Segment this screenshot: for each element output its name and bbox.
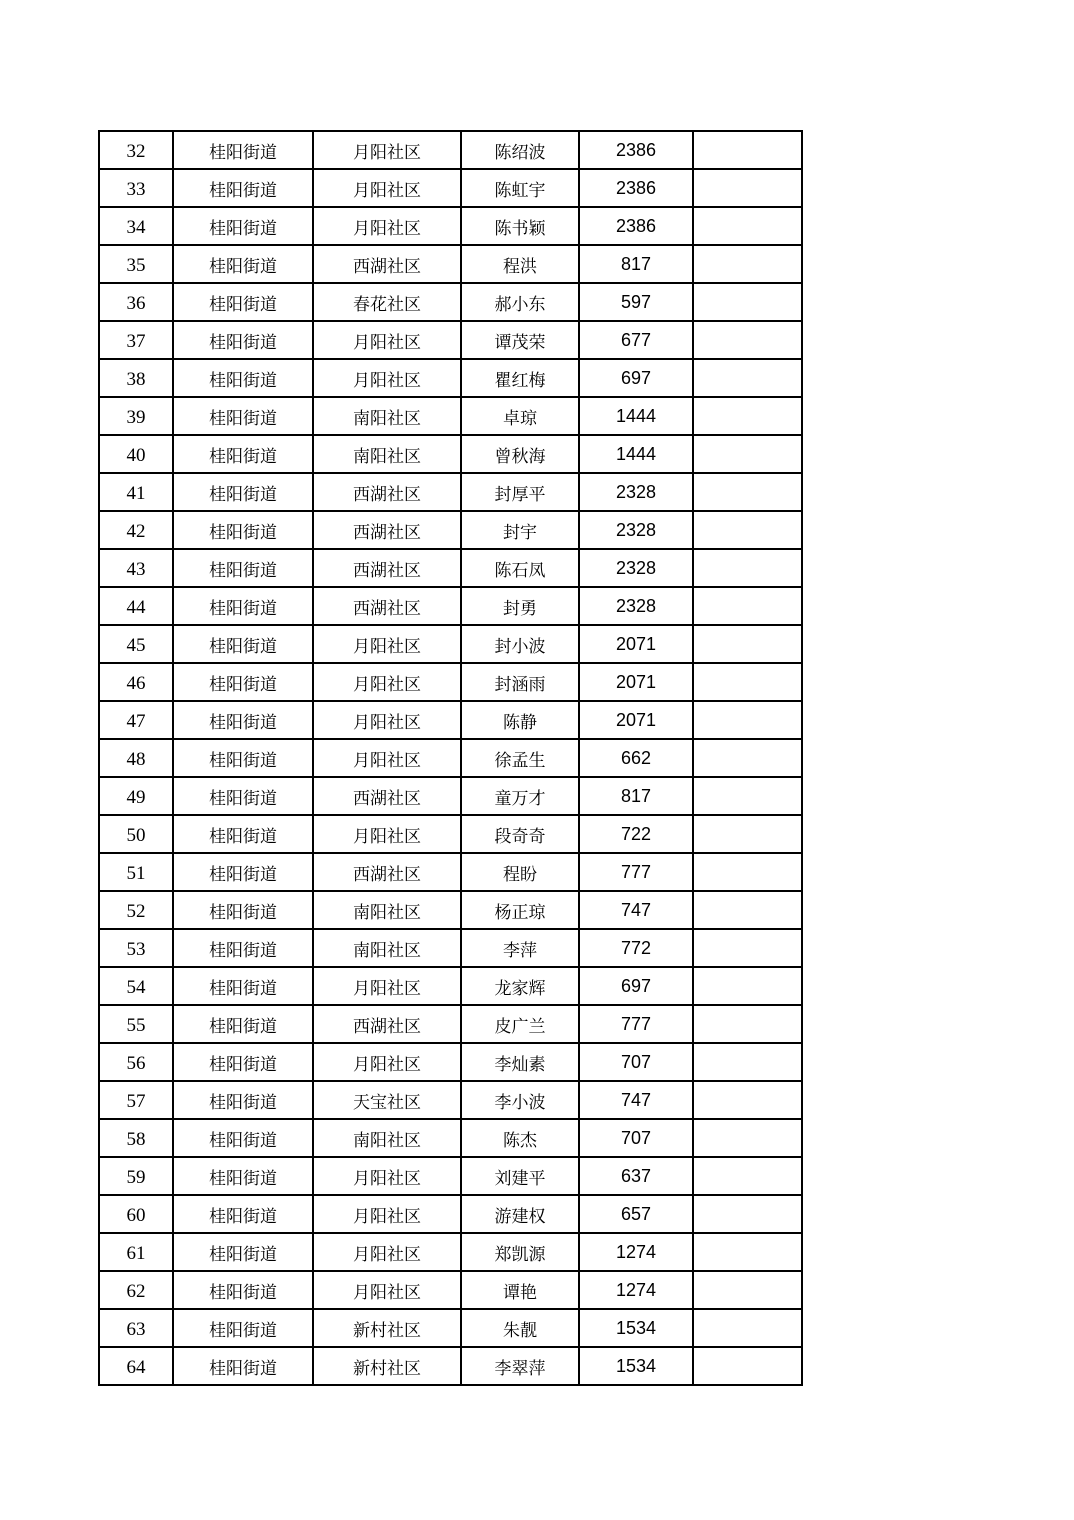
table-row (99, 1271, 802, 1309)
person-name-cell: 皮广兰 (461, 1005, 579, 1043)
community-cell: 月阳社区 (313, 1157, 461, 1195)
row-number-cell: 40 (99, 435, 173, 473)
table-row (99, 1195, 802, 1233)
table-row (99, 739, 802, 777)
note-cell (693, 625, 802, 663)
street-cell: 桂阳街道 (173, 625, 313, 663)
table-row (99, 853, 802, 891)
table-row (99, 1157, 802, 1195)
amount-cell: 637 (579, 1157, 693, 1195)
community-cell: 新村社区 (313, 1309, 461, 1347)
table-row (99, 967, 802, 1005)
person-name-cell: 杨正琼 (461, 891, 579, 929)
street-cell: 桂阳街道 (173, 321, 313, 359)
note-cell (693, 1081, 802, 1119)
row-number-cell: 49 (99, 777, 173, 815)
street-cell: 桂阳街道 (173, 929, 313, 967)
community-cell: 南阳社区 (313, 891, 461, 929)
table-row (99, 929, 802, 967)
row-number-cell: 57 (99, 1081, 173, 1119)
table-row (99, 321, 802, 359)
person-name-cell: 郝小东 (461, 283, 579, 321)
street-cell: 桂阳街道 (173, 701, 313, 739)
community-cell: 南阳社区 (313, 435, 461, 473)
street-cell: 桂阳街道 (173, 853, 313, 891)
note-cell (693, 1043, 802, 1081)
person-name-cell: 陈石凤 (461, 549, 579, 587)
amount-cell: 2071 (579, 701, 693, 739)
person-name-cell: 卓琼 (461, 397, 579, 435)
row-number-cell: 54 (99, 967, 173, 1005)
row-number-cell: 58 (99, 1119, 173, 1157)
person-name-cell: 程洪 (461, 245, 579, 283)
community-cell: 西湖社区 (313, 853, 461, 891)
amount-cell: 662 (579, 739, 693, 777)
row-number-cell: 37 (99, 321, 173, 359)
table-row (99, 1005, 802, 1043)
row-number-cell: 56 (99, 1043, 173, 1081)
amount-cell: 2386 (579, 169, 693, 207)
note-cell (693, 1271, 802, 1309)
table-row (99, 283, 802, 321)
note-cell (693, 967, 802, 1005)
community-cell: 南阳社区 (313, 1119, 461, 1157)
row-number-cell: 41 (99, 473, 173, 511)
note-cell (693, 511, 802, 549)
amount-cell: 707 (579, 1119, 693, 1157)
table-row (99, 587, 802, 625)
person-name-cell: 龙家辉 (461, 967, 579, 1005)
street-cell: 桂阳街道 (173, 207, 313, 245)
community-cell: 西湖社区 (313, 245, 461, 283)
note-cell (693, 169, 802, 207)
community-cell: 新村社区 (313, 1347, 461, 1385)
table-row (99, 1119, 802, 1157)
amount-cell: 677 (579, 321, 693, 359)
street-cell: 桂阳街道 (173, 587, 313, 625)
note-cell (693, 435, 802, 473)
community-cell: 南阳社区 (313, 929, 461, 967)
table-row (99, 1081, 802, 1119)
community-cell: 西湖社区 (313, 511, 461, 549)
person-name-cell: 封宇 (461, 511, 579, 549)
street-cell: 桂阳街道 (173, 1195, 313, 1233)
row-number-cell: 63 (99, 1309, 173, 1347)
community-cell: 南阳社区 (313, 397, 461, 435)
amount-cell: 697 (579, 967, 693, 1005)
amount-cell: 747 (579, 891, 693, 929)
row-number-cell: 55 (99, 1005, 173, 1043)
person-name-cell: 童万才 (461, 777, 579, 815)
note-cell (693, 1195, 802, 1233)
person-name-cell: 陈杰 (461, 1119, 579, 1157)
row-number-cell: 36 (99, 283, 173, 321)
person-name-cell: 陈虹宇 (461, 169, 579, 207)
row-number-cell: 52 (99, 891, 173, 929)
amount-cell: 2328 (579, 473, 693, 511)
note-cell (693, 663, 802, 701)
row-number-cell: 42 (99, 511, 173, 549)
row-number-cell: 33 (99, 169, 173, 207)
note-cell (693, 777, 802, 815)
row-number-cell: 60 (99, 1195, 173, 1233)
row-number-cell: 50 (99, 815, 173, 853)
note-cell (693, 1005, 802, 1043)
community-cell: 月阳社区 (313, 815, 461, 853)
row-number-cell: 62 (99, 1271, 173, 1309)
table-row (99, 1233, 802, 1271)
table-row (99, 169, 802, 207)
community-cell: 西湖社区 (313, 587, 461, 625)
person-name-cell: 陈静 (461, 701, 579, 739)
street-cell: 桂阳街道 (173, 1119, 313, 1157)
person-name-cell: 瞿红梅 (461, 359, 579, 397)
amount-cell: 722 (579, 815, 693, 853)
amount-cell: 777 (579, 853, 693, 891)
row-number-cell: 59 (99, 1157, 173, 1195)
note-cell (693, 1309, 802, 1347)
street-cell: 桂阳街道 (173, 1309, 313, 1347)
note-cell (693, 1119, 802, 1157)
street-cell: 桂阳街道 (173, 1005, 313, 1043)
person-name-cell: 程盼 (461, 853, 579, 891)
amount-cell: 2386 (579, 131, 693, 169)
row-number-cell: 34 (99, 207, 173, 245)
person-name-cell: 曾秋海 (461, 435, 579, 473)
amount-cell: 2071 (579, 625, 693, 663)
roster-table (98, 130, 803, 1386)
community-cell: 月阳社区 (313, 1233, 461, 1271)
note-cell (693, 359, 802, 397)
note-cell (693, 245, 802, 283)
row-number-cell: 39 (99, 397, 173, 435)
community-cell: 西湖社区 (313, 1005, 461, 1043)
community-cell: 月阳社区 (313, 739, 461, 777)
note-cell (693, 473, 802, 511)
row-number-cell: 35 (99, 245, 173, 283)
street-cell: 桂阳街道 (173, 131, 313, 169)
person-name-cell: 谭茂荣 (461, 321, 579, 359)
table-row (99, 1309, 802, 1347)
amount-cell: 1274 (579, 1233, 693, 1271)
table-row (99, 815, 802, 853)
street-cell: 桂阳街道 (173, 891, 313, 929)
community-cell: 月阳社区 (313, 967, 461, 1005)
street-cell: 桂阳街道 (173, 511, 313, 549)
note-cell (693, 1347, 802, 1385)
amount-cell: 747 (579, 1081, 693, 1119)
community-cell: 月阳社区 (313, 207, 461, 245)
person-name-cell: 谭艳 (461, 1271, 579, 1309)
person-name-cell: 李萍 (461, 929, 579, 967)
community-cell: 天宝社区 (313, 1081, 461, 1119)
table-row (99, 473, 802, 511)
note-cell (693, 397, 802, 435)
amount-cell: 657 (579, 1195, 693, 1233)
row-number-cell: 45 (99, 625, 173, 663)
person-name-cell: 朱靓 (461, 1309, 579, 1347)
amount-cell: 817 (579, 777, 693, 815)
note-cell (693, 549, 802, 587)
amount-cell: 2328 (579, 511, 693, 549)
community-cell: 月阳社区 (313, 701, 461, 739)
row-number-cell: 38 (99, 359, 173, 397)
street-cell: 桂阳街道 (173, 473, 313, 511)
community-cell: 月阳社区 (313, 321, 461, 359)
note-cell (693, 815, 802, 853)
table-row (99, 245, 802, 283)
table-row (99, 891, 802, 929)
amount-cell: 772 (579, 929, 693, 967)
person-name-cell: 陈书颖 (461, 207, 579, 245)
note-cell (693, 739, 802, 777)
community-cell: 西湖社区 (313, 473, 461, 511)
table-row (99, 1347, 802, 1385)
note-cell (693, 891, 802, 929)
amount-cell: 2386 (579, 207, 693, 245)
street-cell: 桂阳街道 (173, 1233, 313, 1271)
person-name-cell: 刘建平 (461, 1157, 579, 1195)
community-cell: 月阳社区 (313, 359, 461, 397)
person-name-cell: 封涵雨 (461, 663, 579, 701)
street-cell: 桂阳街道 (173, 1043, 313, 1081)
community-cell: 月阳社区 (313, 169, 461, 207)
street-cell: 桂阳街道 (173, 663, 313, 701)
street-cell: 桂阳街道 (173, 283, 313, 321)
amount-cell: 2328 (579, 549, 693, 587)
community-cell: 月阳社区 (313, 131, 461, 169)
row-number-cell: 61 (99, 1233, 173, 1271)
row-number-cell: 51 (99, 853, 173, 891)
note-cell (693, 587, 802, 625)
street-cell: 桂阳街道 (173, 777, 313, 815)
street-cell: 桂阳街道 (173, 1347, 313, 1385)
amount-cell: 817 (579, 245, 693, 283)
note-cell (693, 1233, 802, 1271)
note-cell (693, 701, 802, 739)
table-row (99, 397, 802, 435)
table-row (99, 663, 802, 701)
amount-cell: 2071 (579, 663, 693, 701)
street-cell: 桂阳街道 (173, 435, 313, 473)
amount-cell: 2328 (579, 587, 693, 625)
note-cell (693, 131, 802, 169)
note-cell (693, 283, 802, 321)
community-cell: 月阳社区 (313, 1043, 461, 1081)
roster-table-body (99, 131, 802, 1385)
community-cell: 月阳社区 (313, 1195, 461, 1233)
amount-cell: 1534 (579, 1309, 693, 1347)
amount-cell: 1534 (579, 1347, 693, 1385)
community-cell: 月阳社区 (313, 663, 461, 701)
amount-cell: 1444 (579, 397, 693, 435)
table-row (99, 435, 802, 473)
street-cell: 桂阳街道 (173, 967, 313, 1005)
person-name-cell: 李小波 (461, 1081, 579, 1119)
table-row (99, 359, 802, 397)
note-cell (693, 207, 802, 245)
amount-cell: 777 (579, 1005, 693, 1043)
row-number-cell: 46 (99, 663, 173, 701)
street-cell: 桂阳街道 (173, 245, 313, 283)
note-cell (693, 321, 802, 359)
table-row (99, 777, 802, 815)
street-cell: 桂阳街道 (173, 359, 313, 397)
table-row (99, 549, 802, 587)
amount-cell: 707 (579, 1043, 693, 1081)
street-cell: 桂阳街道 (173, 1081, 313, 1119)
note-cell (693, 1157, 802, 1195)
row-number-cell: 53 (99, 929, 173, 967)
person-name-cell: 陈绍波 (461, 131, 579, 169)
row-number-cell: 64 (99, 1347, 173, 1385)
community-cell: 西湖社区 (313, 549, 461, 587)
amount-cell: 597 (579, 283, 693, 321)
street-cell: 桂阳街道 (173, 1157, 313, 1195)
table-row (99, 1043, 802, 1081)
table-row (99, 701, 802, 739)
community-cell: 月阳社区 (313, 1271, 461, 1309)
amount-cell: 697 (579, 359, 693, 397)
row-number-cell: 43 (99, 549, 173, 587)
street-cell: 桂阳街道 (173, 1271, 313, 1309)
note-cell (693, 929, 802, 967)
person-name-cell: 李翠萍 (461, 1347, 579, 1385)
person-name-cell: 游建权 (461, 1195, 579, 1233)
person-name-cell: 李灿素 (461, 1043, 579, 1081)
person-name-cell: 封勇 (461, 587, 579, 625)
street-cell: 桂阳街道 (173, 397, 313, 435)
street-cell: 桂阳街道 (173, 739, 313, 777)
street-cell: 桂阳街道 (173, 815, 313, 853)
person-name-cell: 封厚平 (461, 473, 579, 511)
street-cell: 桂阳街道 (173, 549, 313, 587)
street-cell: 桂阳街道 (173, 169, 313, 207)
row-number-cell: 48 (99, 739, 173, 777)
community-cell: 西湖社区 (313, 777, 461, 815)
row-number-cell: 47 (99, 701, 173, 739)
person-name-cell: 徐孟生 (461, 739, 579, 777)
community-cell: 月阳社区 (313, 625, 461, 663)
row-number-cell: 32 (99, 131, 173, 169)
amount-cell: 1444 (579, 435, 693, 473)
note-cell (693, 853, 802, 891)
person-name-cell: 郑凯源 (461, 1233, 579, 1271)
person-name-cell: 段奇奇 (461, 815, 579, 853)
row-number-cell: 44 (99, 587, 173, 625)
table-row (99, 207, 802, 245)
person-name-cell: 封小波 (461, 625, 579, 663)
community-cell: 春花社区 (313, 283, 461, 321)
amount-cell: 1274 (579, 1271, 693, 1309)
table-row (99, 625, 802, 663)
table-row (99, 511, 802, 549)
table-row (99, 131, 802, 169)
